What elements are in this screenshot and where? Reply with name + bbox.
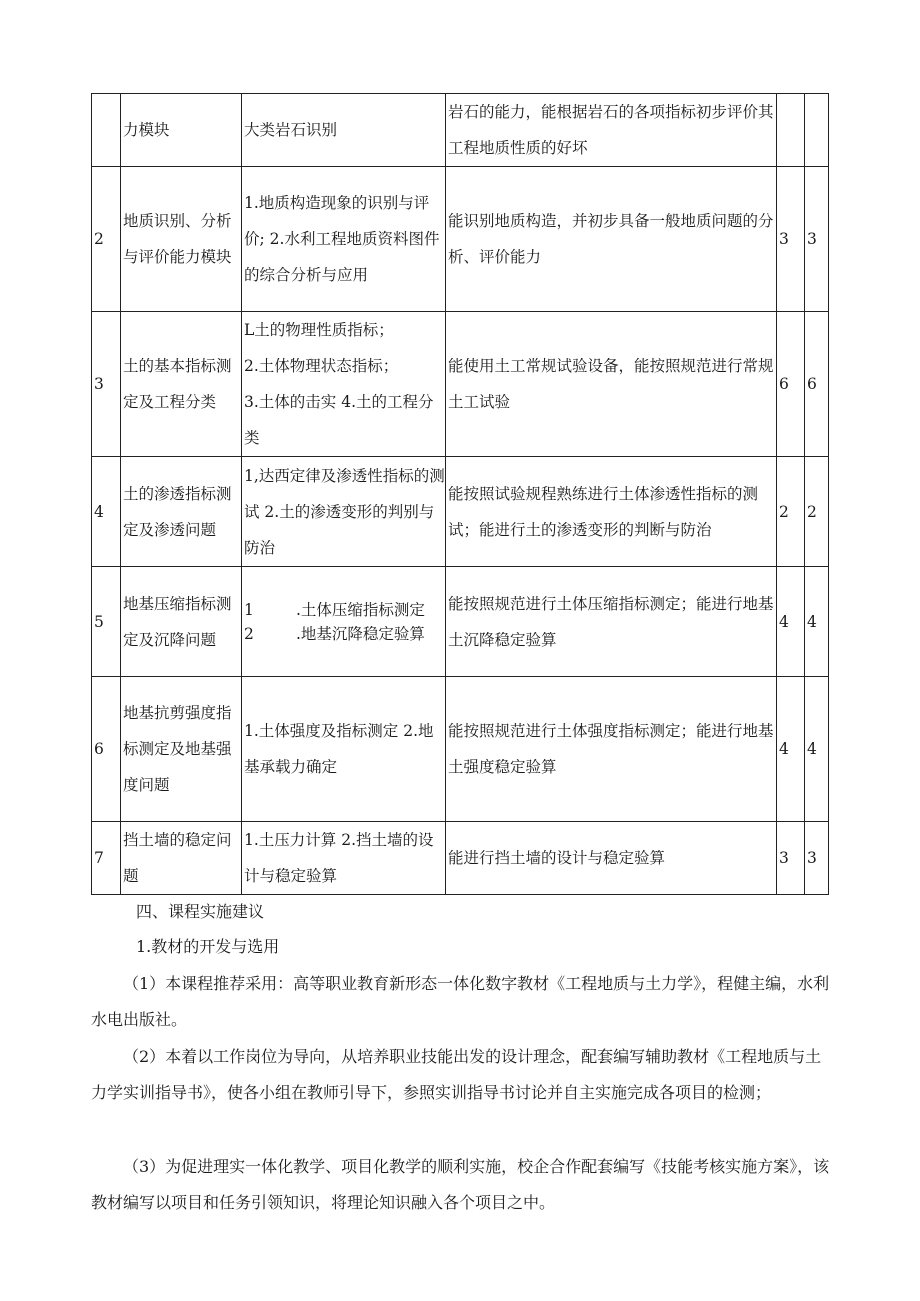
module-name: 土的基本指标测定及工程分类: [121, 312, 242, 457]
module-name: 力模块: [121, 94, 242, 167]
module-name: 地基压缩指标测定及沉降问题: [121, 567, 242, 677]
item-number: 2: [244, 624, 254, 643]
item-text: .土体压缩指标测定: [296, 600, 425, 619]
ability-goal: 岩石的能力，能根据岩石的各项指标初步评价其工程地质性质的好坏: [446, 94, 777, 167]
module-name: 地质识别、分析与评价能力模块: [121, 167, 242, 312]
content-line: [244, 601, 445, 619]
row-number: 6: [92, 677, 121, 822]
paragraph: （1）本课程推荐采用：高等职业教育新形态一体化数字教材《工程地质与土力学》，程健主编，水利水电出版社。: [91, 974, 830, 1029]
hours-cell: 2: [805, 457, 829, 567]
table-row: [92, 167, 829, 312]
row-number: 5: [92, 567, 121, 677]
hours-cell: 3: [805, 167, 829, 312]
table-row: [92, 457, 829, 567]
paragraph: （2）本着以工作岗位为导向，从培养职业技能出发的设计理念，配套编写辅助教材《工程地质与土力学实训指导书》，使各小组在教师引导下，参照实训指导书讨论并自主实施完成各项目的检测；: [91, 1047, 822, 1102]
hours-cell: 4: [777, 677, 805, 822]
module-content: 大类岩石识别: [242, 94, 446, 167]
row-number: 2: [92, 167, 121, 312]
content-line: 3.土体的击实 4.土的工程分类: [244, 393, 434, 447]
hours-cell: 3: [777, 822, 805, 895]
hours-cell: 4: [805, 567, 829, 677]
ability-goal: 能识别地质构造，并初步具备一般地质问题的分析、评价能力: [446, 167, 777, 312]
module-content: 1.土体强度及指标测定 2.地基承载力确定: [242, 677, 446, 822]
module-content: 1.土压力计算 2.挡土墙的设计与稳定验算: [242, 822, 446, 895]
module-content: 1,达西定律及渗透性指标的测试 2.土的渗透变形的判别与防治: [242, 457, 446, 567]
item-text: .地基沉降稳定验算: [296, 624, 425, 643]
row-number: [92, 94, 121, 167]
ability-goal: 能按照规范进行土体强度指标测定；能进行地基土强度稳定验算: [446, 677, 777, 822]
table-row: [92, 822, 829, 895]
module-content: [242, 312, 446, 457]
row-number: 4: [92, 457, 121, 567]
module-name: 地基抗剪强度指标测定及地基强度问题: [121, 677, 242, 822]
table-row: [92, 677, 829, 822]
hours-cell: 3: [777, 167, 805, 312]
hours-cell: 3: [805, 822, 829, 895]
hours-cell: 4: [805, 677, 829, 822]
hours-cell: [777, 94, 805, 167]
row-number: 7: [92, 822, 121, 895]
item-number: 1: [244, 600, 254, 619]
content-line: [244, 625, 445, 643]
ability-goal: 能按照试验规程熟练进行土体渗透性指标的测试；能进行土的渗透变形的判断与防治: [446, 457, 777, 567]
module-name: 挡土墙的稳定问题: [121, 822, 242, 895]
hours-cell: 4: [777, 567, 805, 677]
hours-cell: 6: [777, 312, 805, 457]
module-content: [242, 567, 446, 677]
hours-cell: 6: [805, 312, 829, 457]
module-name: 土的渗透指标测定及渗透问题: [121, 457, 242, 567]
table-row: [92, 94, 829, 167]
table-row: [92, 312, 829, 457]
section-heading: 四、课程实施建议: [136, 902, 265, 921]
table-row: [92, 567, 829, 677]
hours-cell: 2: [777, 457, 805, 567]
module-content: 1.地质构造现象的识别与评价; 2.水利工程地质资料图件的综合分析与应用: [242, 167, 446, 312]
hours-cell: [805, 94, 829, 167]
sub-heading: 1.教材的开发与选用: [136, 937, 280, 956]
paragraph: （3）为促进理实一体化教学、项目化教学的顺利实施，校企合作配套编写《技能考核实施方案》，该教材编写以项目和任务引领知识，将理论知识融入各个项目之中。: [91, 1157, 830, 1212]
content-line: L土的物理性质指标；: [244, 321, 394, 339]
content-line: 2.土体物理状态指标；: [244, 357, 399, 375]
ability-goal: 能使用土工常规试验设备，能按照规范进行常规土工试验: [446, 312, 777, 457]
ability-goal: 能进行挡土墙的设计与稳定验算: [446, 822, 777, 895]
ability-goal: 能按照规范进行土体压缩指标测定；能进行地基土沉降稳定验算: [446, 567, 777, 677]
course-content-table: [91, 93, 829, 895]
row-number: 3: [92, 312, 121, 457]
